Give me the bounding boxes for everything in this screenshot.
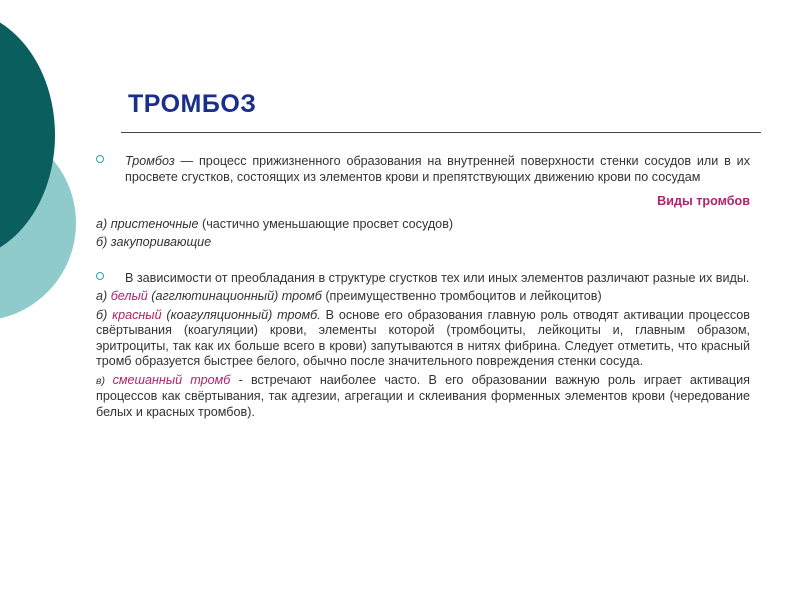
type-a-label: а) <box>96 216 111 231</box>
kind-mixed-text: - встречают наиболее часто. В его образовании важную роль играет активация процессов как свёртывания, так адгезии, агрегации и склеивания форменных элементов крови (чередование белых и красных тромбов). <box>96 372 751 419</box>
kind-red-middle: (коагуляционный) тромб. <box>161 307 321 322</box>
type-b-term: закупоривающие <box>110 235 212 249</box>
kind-mixed <box>96 373 750 421</box>
type-b-label: б) <box>96 235 111 249</box>
type-a <box>96 217 750 233</box>
kind-mixed-term: смешанный <box>112 372 183 387</box>
classification-text: В зависимости от преобладания в структуре сгустков тех или иных элементов различают разные их виды. <box>125 270 750 285</box>
type-a-text: (частично уменьшающие просвет сосудов) <box>198 216 454 231</box>
kind-white-middle: (агглютинационный) тромб <box>147 289 322 303</box>
slide-content <box>96 154 750 420</box>
type-a-term: пристеночные <box>110 216 199 231</box>
slide-title: ТРОМБОЗ <box>128 90 257 118</box>
kind-white-text: (преимущественно тромбоцитов и лейкоцитов) <box>321 289 602 303</box>
types-heading: Виды тромбов <box>657 194 750 208</box>
kind-white <box>96 289 750 305</box>
bullet-circle-icon <box>96 272 104 280</box>
title-divider <box>121 132 761 133</box>
kind-white-term: белый <box>110 289 148 303</box>
classification-bullet <box>96 271 750 287</box>
bullet-circle-icon <box>96 155 104 163</box>
kind-mixed-middle: тромб <box>182 372 231 387</box>
definition-term: Тромбоз <box>125 154 175 168</box>
definition-text <box>125 154 750 185</box>
type-b <box>96 235 750 251</box>
kind-red-label: б) <box>96 307 113 322</box>
kind-white-label: а) <box>96 289 111 303</box>
kind-mixed-label: в) <box>96 374 113 387</box>
kind-red <box>96 308 750 370</box>
kind-red-text: В основе его образования главную роль отводят активации процессов свёртывания (коагуляции) крови, элементы которой (тромбоциты, лейкоциты и, главным образом, эритроциты, так как их больше всего в крови) запутываются в нитях фибрина. Следует отметить, что красный тромб образуется быстрее белого, обычно после значительного повреждения стенки сосуда. <box>96 307 750 368</box>
definition-body: — процесс прижизненного образования на внутренней поверхности стенки сосудов или в их просвете сгустков, состоящих из элементов крови и препятствующих движению крови по сосудам <box>125 154 750 184</box>
kind-red-term: красный <box>112 307 162 322</box>
definition-bullet <box>96 154 750 185</box>
